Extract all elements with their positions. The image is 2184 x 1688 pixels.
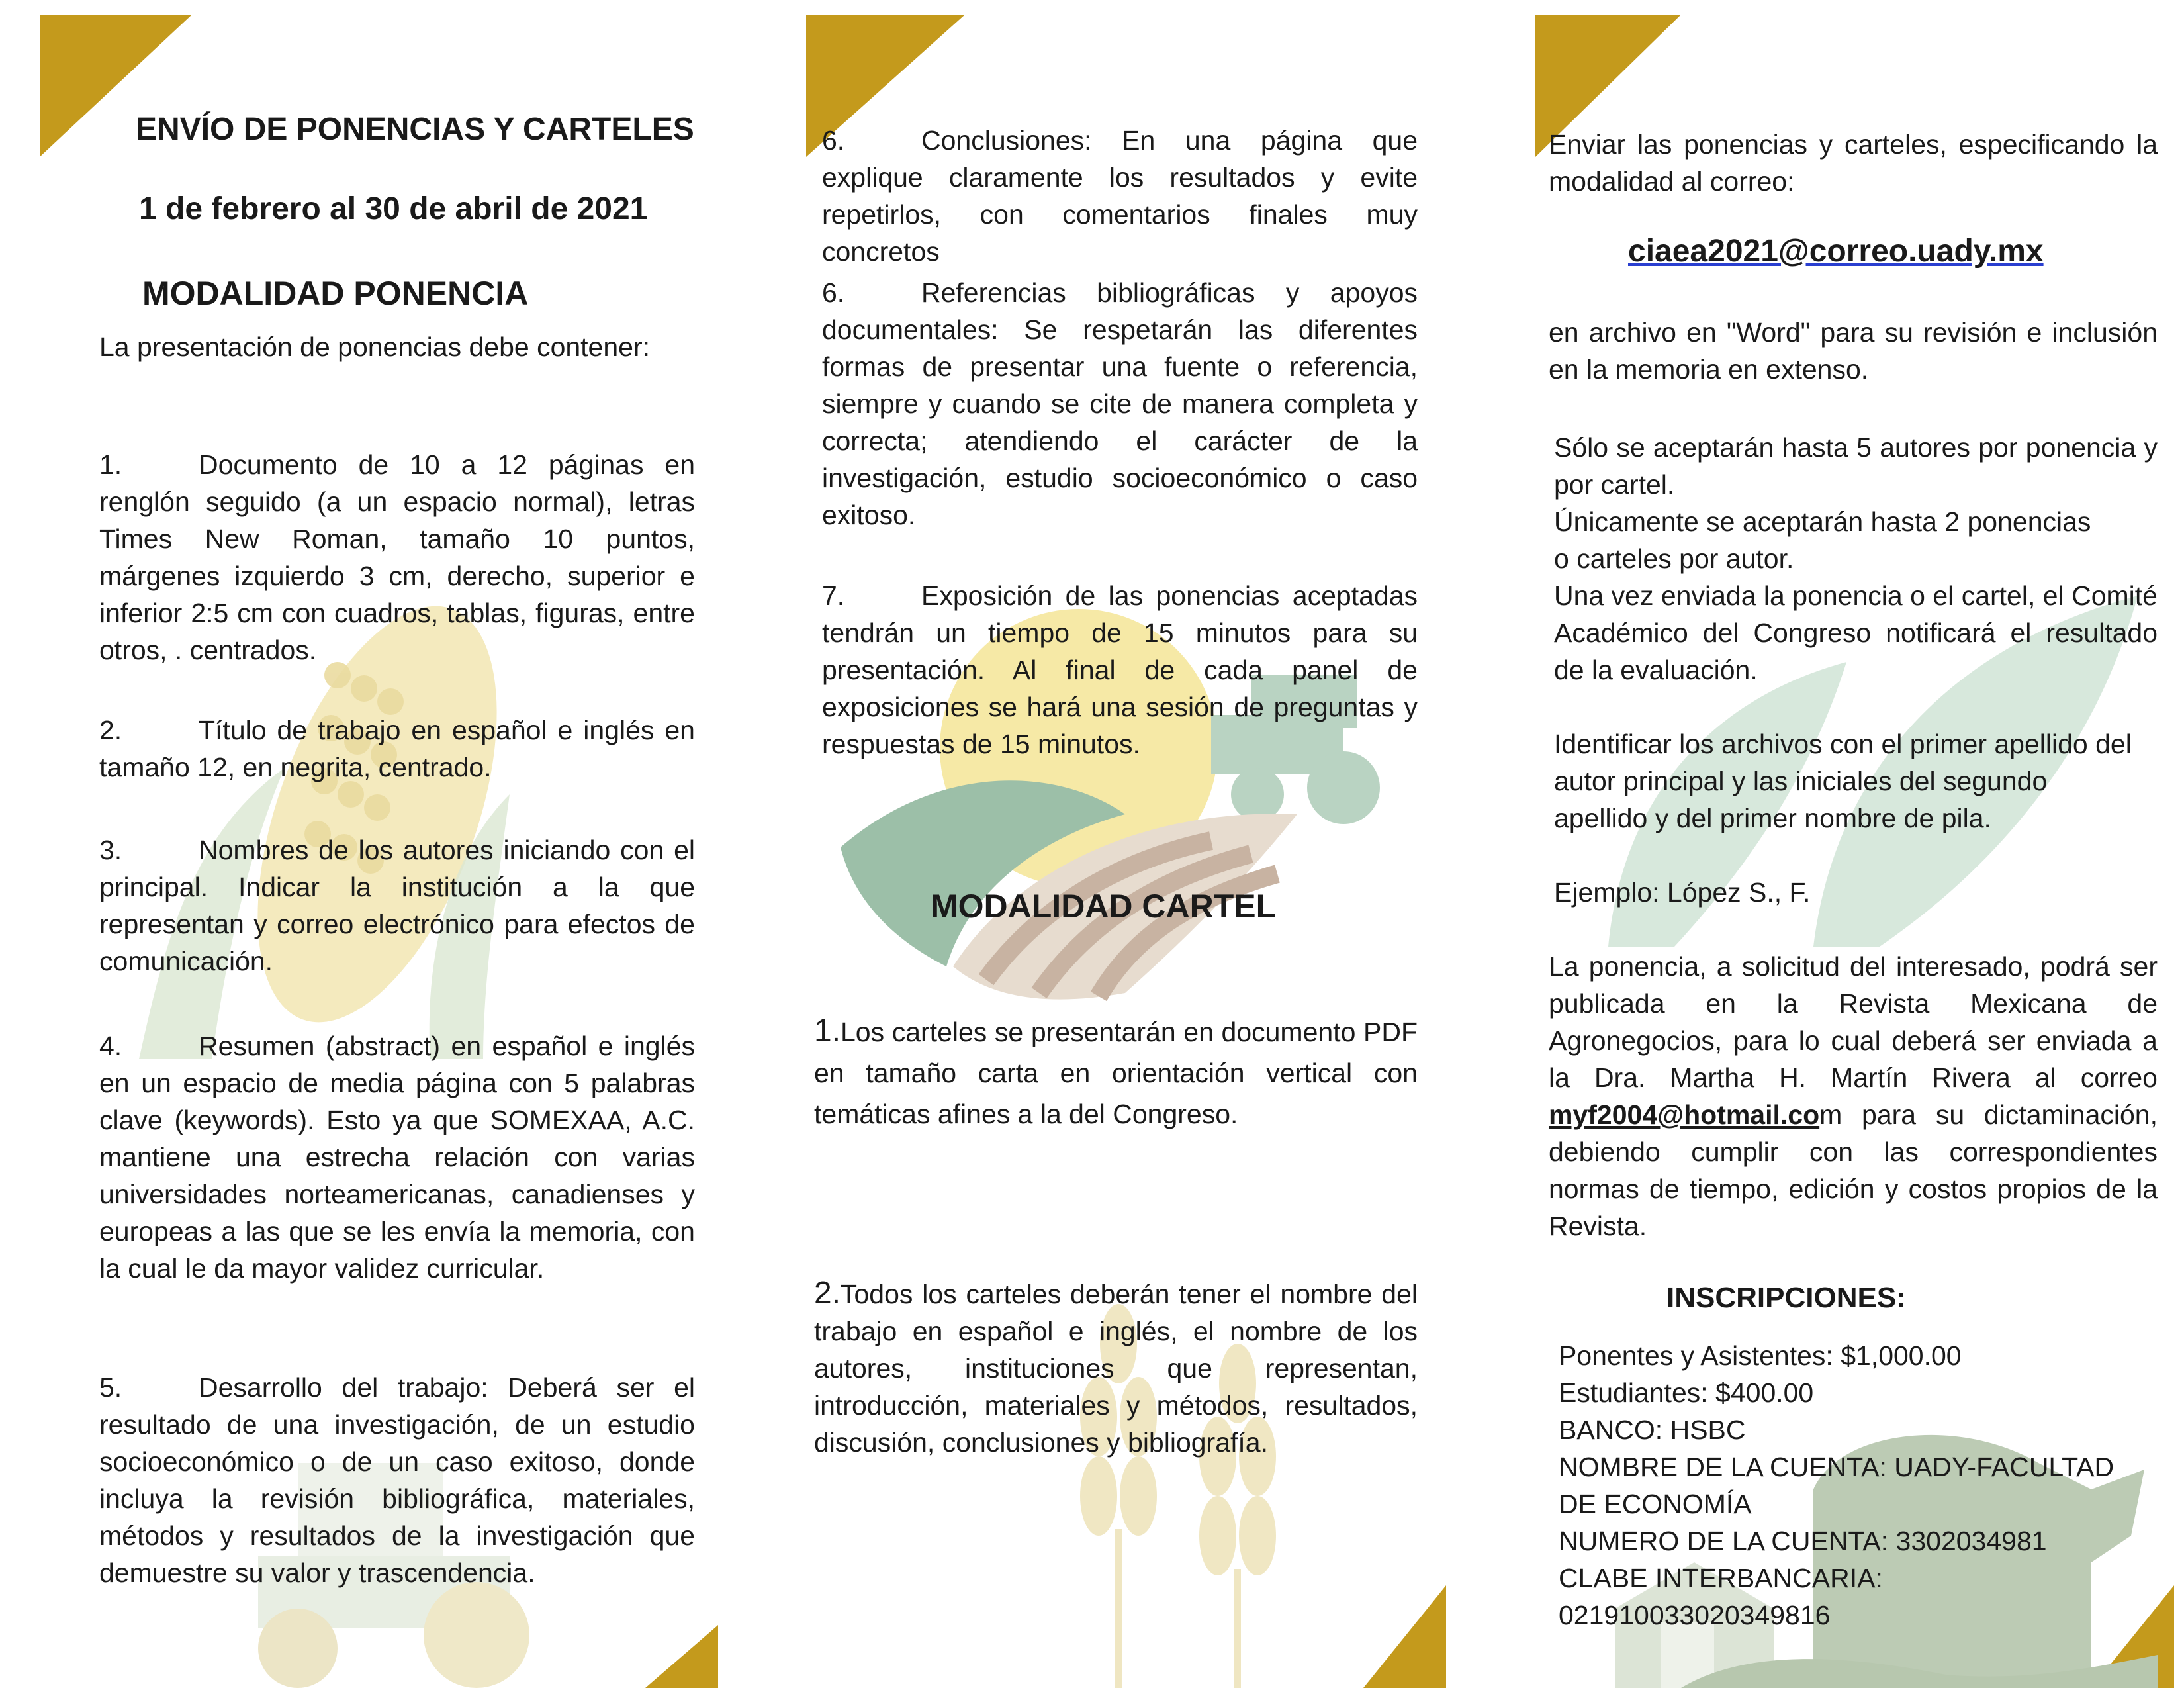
intro-text: La presentación de ponencias debe contener: xyxy=(99,332,651,362)
list-item xyxy=(814,1275,1418,1461)
list-item-number: 7. xyxy=(822,581,845,611)
send-instructions: Enviar las ponencias y carteles, especificando la modalidad al correo: xyxy=(1549,129,2158,197)
registration-line: NOMBRE DE LA CUENTA: UADY-FACULTAD DE ECONOMÍA xyxy=(1559,1452,2115,1519)
list-item xyxy=(99,1027,695,1287)
example-text: Ejemplo: López S., F. xyxy=(1554,877,1811,908)
word-format-note: en archivo en "Word" para su revisión e inclusión en la memoria en extenso. xyxy=(1549,317,2158,385)
list-item-number: 4. xyxy=(99,1031,122,1061)
page-title: ENVÍO DE PONENCIAS Y CARTELES xyxy=(136,112,694,147)
publication-email-tail: m xyxy=(1819,1100,1843,1130)
list-item-text: Exposición de las ponencias aceptadas tendrán un tiempo de 15 minutos para su presentación. Al final de cada panel de exposiciones se hará una sesión de preguntas y respuestas de 15 minutos. xyxy=(822,581,1418,759)
list-item-text: Referencias bibliográficas y apoyos documentales: Se respetarán las diferentes formas de presentar una fuente o referencia, siempre y cuando se cite de manera completa y correcta; atendiendo el carácter de la investigación, estudio socioeconómico o caso exitoso. xyxy=(822,277,1418,530)
list-item-text: Documento de 10 a 12 páginas en renglón seguido (a un espacio normal), letras Times New Roman, tamaño 10 puntos, márgenes izquierdo 3 cm, derecho, superior e inferior 2:5 cm con cuadros, tablas, figuras, entre otros, . centrados. xyxy=(99,449,695,665)
registration-line: Ponentes y Asistentes: $1,000.00 xyxy=(1559,1340,1962,1371)
publication-text-before: La ponencia, a solicitud del interesado, podrá ser publicada en la Revista Mexicana de Agronegocios, para lo cual deberá ser enviada a la Dra. Martha H. Martín Rivera al correo xyxy=(1549,951,2158,1093)
list-item xyxy=(822,122,1418,270)
registration-line: Estudiantes: $400.00 xyxy=(1559,1378,1814,1408)
list-item-number: 1. xyxy=(814,1013,841,1049)
list-item xyxy=(99,831,695,980)
list-item-number: 6. xyxy=(822,125,845,156)
list-item-number: 2. xyxy=(99,715,122,745)
publication-email-link[interactable]: myf2004@hotmail.co xyxy=(1549,1100,1820,1130)
email-link[interactable]: ciaea2021@correo.uady.mx xyxy=(1628,234,2044,269)
corner-triangle-icon xyxy=(645,1625,718,1688)
publication-text xyxy=(1549,948,2158,1244)
list-item-text: Todos los carteles deberán tener el nombre del trabajo en español e inglés, el nombre de los autores, instituciones que representan, introducción, materiales y métodos, resultados, discusión, conclusiones y bibliografía. xyxy=(814,1279,1418,1458)
list-item-number: 3. xyxy=(99,835,122,865)
date-range: 1 de febrero al 30 de abril de 2021 xyxy=(139,191,648,226)
rule-text: Una vez enviada la ponencia o el cartel, el Comité Académico del Congreso notificará el resultado de la evaluación. xyxy=(1554,581,2158,685)
identify-files-text: Identificar los archivos con el primer apellido del autor principal y las iniciales del segundo apellido y del primer nombre de pila. xyxy=(1554,729,2132,833)
corner-triangle-icon xyxy=(1363,1585,1446,1688)
rule-text: Sólo se aceptarán hasta 5 autores por ponencia y por cartel. xyxy=(1554,432,2158,500)
list-item-number: 5. xyxy=(99,1372,122,1403)
list-item-text: Resumen (abstract) en español e inglés en un espacio de media página con 5 palabras clave (keywords). Esto ya que SOMEXAA, A.C. mantiene una estrecha relación con varias universidades norteamericanas, canadienses y europeas a las que se les envía la memoria, con la cual le da mayor validez curricular. xyxy=(99,1031,695,1284)
list-item xyxy=(99,1369,695,1591)
list-item-number: 1. xyxy=(99,449,122,480)
rule-text: Únicamente se aceptarán hasta 2 ponencias o carteles por autor. xyxy=(1554,506,2091,574)
registration-line: CLABE INTERBANCARIA: 021910033020349816 xyxy=(1559,1563,1883,1630)
modality-heading: MODALIDAD PONENCIA xyxy=(142,275,529,312)
list-item-text: Título de trabajo en español e inglés en tamaño 12, en negrita, centrado. xyxy=(99,715,695,782)
list-item xyxy=(822,577,1418,763)
list-item-text: Desarrollo del trabajo: Deberá ser el resultado de una investigación, de un estudio socioeconómico o de un caso exitoso, donde incluya la revisión bibliográfica, materiales, métodos y resultados de la investigación que demuestre su valor y trascendencia. xyxy=(99,1372,695,1588)
list-item-text: Conclusiones: En una página que explique claramente los resultados y evite repetirlos, con comentarios finales muy concretos xyxy=(822,125,1418,267)
panel-middle xyxy=(728,0,1456,1688)
list-item-text: Los carteles se presentarán en documento PDF en tamaño carta en orientación vertical con temáticas afines a la del Congreso. xyxy=(814,1017,1418,1129)
publication-text-after: para su dictaminación, debiendo cumplir con las correspondientes normas de tiempo, edición y costos propios de la Revista. xyxy=(1549,1100,2158,1241)
list-item xyxy=(814,1011,1418,1135)
panel-left xyxy=(0,0,728,1688)
list-item-number: 6. xyxy=(822,277,845,308)
registration-line: BANCO: HSBC xyxy=(1559,1415,1746,1445)
list-item xyxy=(99,446,695,669)
panel-right xyxy=(1456,0,2184,1688)
list-item xyxy=(822,274,1418,534)
list-item xyxy=(99,712,695,786)
registration-line: NUMERO DE LA CUENTA: 3302034981 xyxy=(1559,1526,2047,1556)
list-item-number: 2. xyxy=(814,1276,841,1311)
list-item-text: Nombres de los autores iniciando con el principal. Indicar la institución a la que representan y correo electrónico para efectos de comunicación. xyxy=(99,835,695,976)
modality-heading: MODALIDAD CARTEL xyxy=(931,888,1277,925)
registration-list xyxy=(1559,1337,2167,1634)
registration-heading: INSCRIPCIONES: xyxy=(1666,1282,1906,1314)
